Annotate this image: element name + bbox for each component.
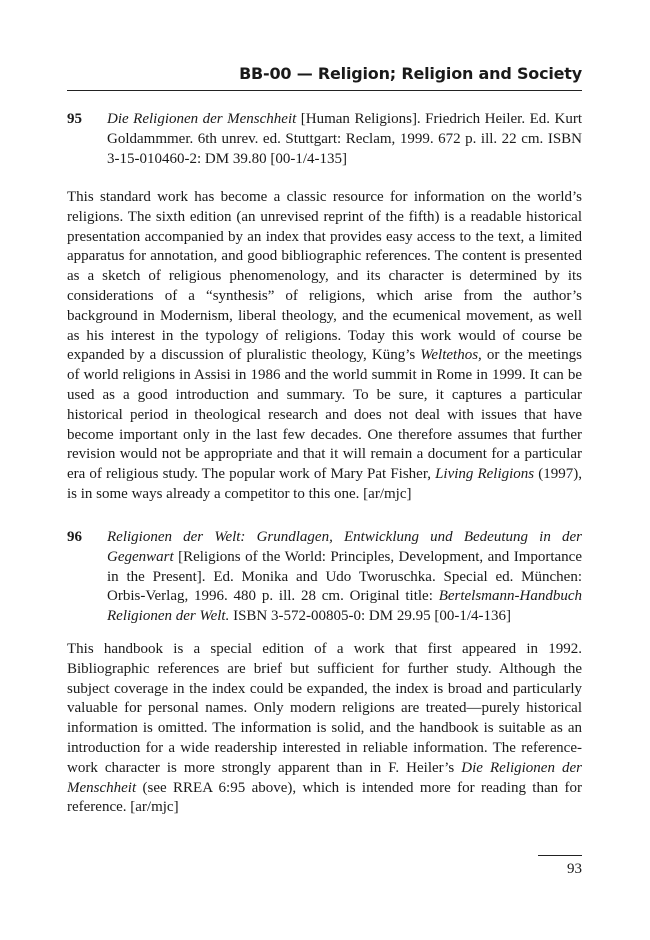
review-text: This standard work has become a classic resource for information on the world’s religions. The sixth edition (an unrevised reprint of the fifth) is a readable historical presentation accompanied by an index that provides easy access to the text, a limited apparatus for annotation, and good bibliographic references. The content is presented as a sketch of religious phenomenology, and its character is determined by its considerations of a “synthesis” of religions, which arise from the author’s background in Modernism, liberal theology, and the ecumenical movement, as well as his interest in the typology of religions. Today this work would of course be expanded by a discussion of pluralistic theology, Küng’s xyxy=(67,189,582,364)
entry-95-citation xyxy=(67,110,582,169)
running-header: BB-00 — Religion; Religion and Society xyxy=(239,64,582,83)
citation-details: [Religions of the World: Principles, Development, and Importance in the Present]. Ed. Monika and Udo Tworuschka. Special ed. München: Orbis-Verlag, 1996. 480 p. ill. 28 cm. Original title: xyxy=(107,548,582,605)
citation-details: [Human Religions]. Friedrich Heiler. Ed. Kurt Goldammmer. 6th unrev. ed. Stuttgart: Reclam, 1999. 672 p. ill. 22 cm. ISBN 3-15-010460-2: DM 39.80 [00-1/4-135] xyxy=(107,111,582,167)
citation-text xyxy=(107,110,582,169)
header-rule xyxy=(67,90,582,91)
review-text: (see RREA 6:95 above), which is intended more for reading than for reference. [ar/mjc] xyxy=(67,779,582,816)
review-text: (1997), is in some ways already a competitor to this one. [ar/mjc] xyxy=(67,466,582,502)
review-italic-title: Die Religionen der Menschheit xyxy=(67,759,583,796)
work-title: Die Religionen der Menschheit xyxy=(107,111,297,127)
entry-96-review xyxy=(67,640,582,818)
entry-95-review xyxy=(67,188,582,505)
entry-96-citation xyxy=(67,528,582,627)
original-title: Bertelsmann-Handbuch Religionen der Welt. xyxy=(107,588,582,625)
work-title: Religionen der Welt: Grundlagen, Entwicklung und Bedeutung in der Gegenwart xyxy=(107,529,582,565)
review-italic-title: Weltethos, xyxy=(420,347,482,364)
review-italic-title: Living Religions xyxy=(435,466,535,483)
citation-text xyxy=(107,528,582,627)
entry-number: 95 xyxy=(67,111,82,127)
citation-details: ISBN 3-572-00805-0: DM 29.95 [00-1/4-136] xyxy=(229,608,511,625)
review-text: This handbook is a special edition of a work that first appeared in 1992. Bibliographic references are brief but sufficient for further study. Although the subject coverage in the index could be expanded, the index is broad and particularly valuable for personal names. Only modern religions are treated—purely historical information is omitted. The information is solid, and the handbook is suitable as an introduction for a wide readership interested in reliable information. The reference-work character is more strongly apparent than in F. Heiler’s xyxy=(67,641,582,776)
entry-number: 96 xyxy=(67,529,82,545)
review-text: or the meetings of world religions in Assisi in 1986 and the world summit in Rome in 1999. It can be used as a good introduction and summary. To be sure, it captures a particular historical period in theological research and does not deal with issues that have become important only in the last few decades. One therefore assumes that further revision would not be appropriate and that it will remain a document for a particular era of religious study. The popular work of Mary Pat Fisher, xyxy=(67,347,582,483)
footer-rule xyxy=(538,855,582,856)
page-number: 93 xyxy=(567,861,582,877)
